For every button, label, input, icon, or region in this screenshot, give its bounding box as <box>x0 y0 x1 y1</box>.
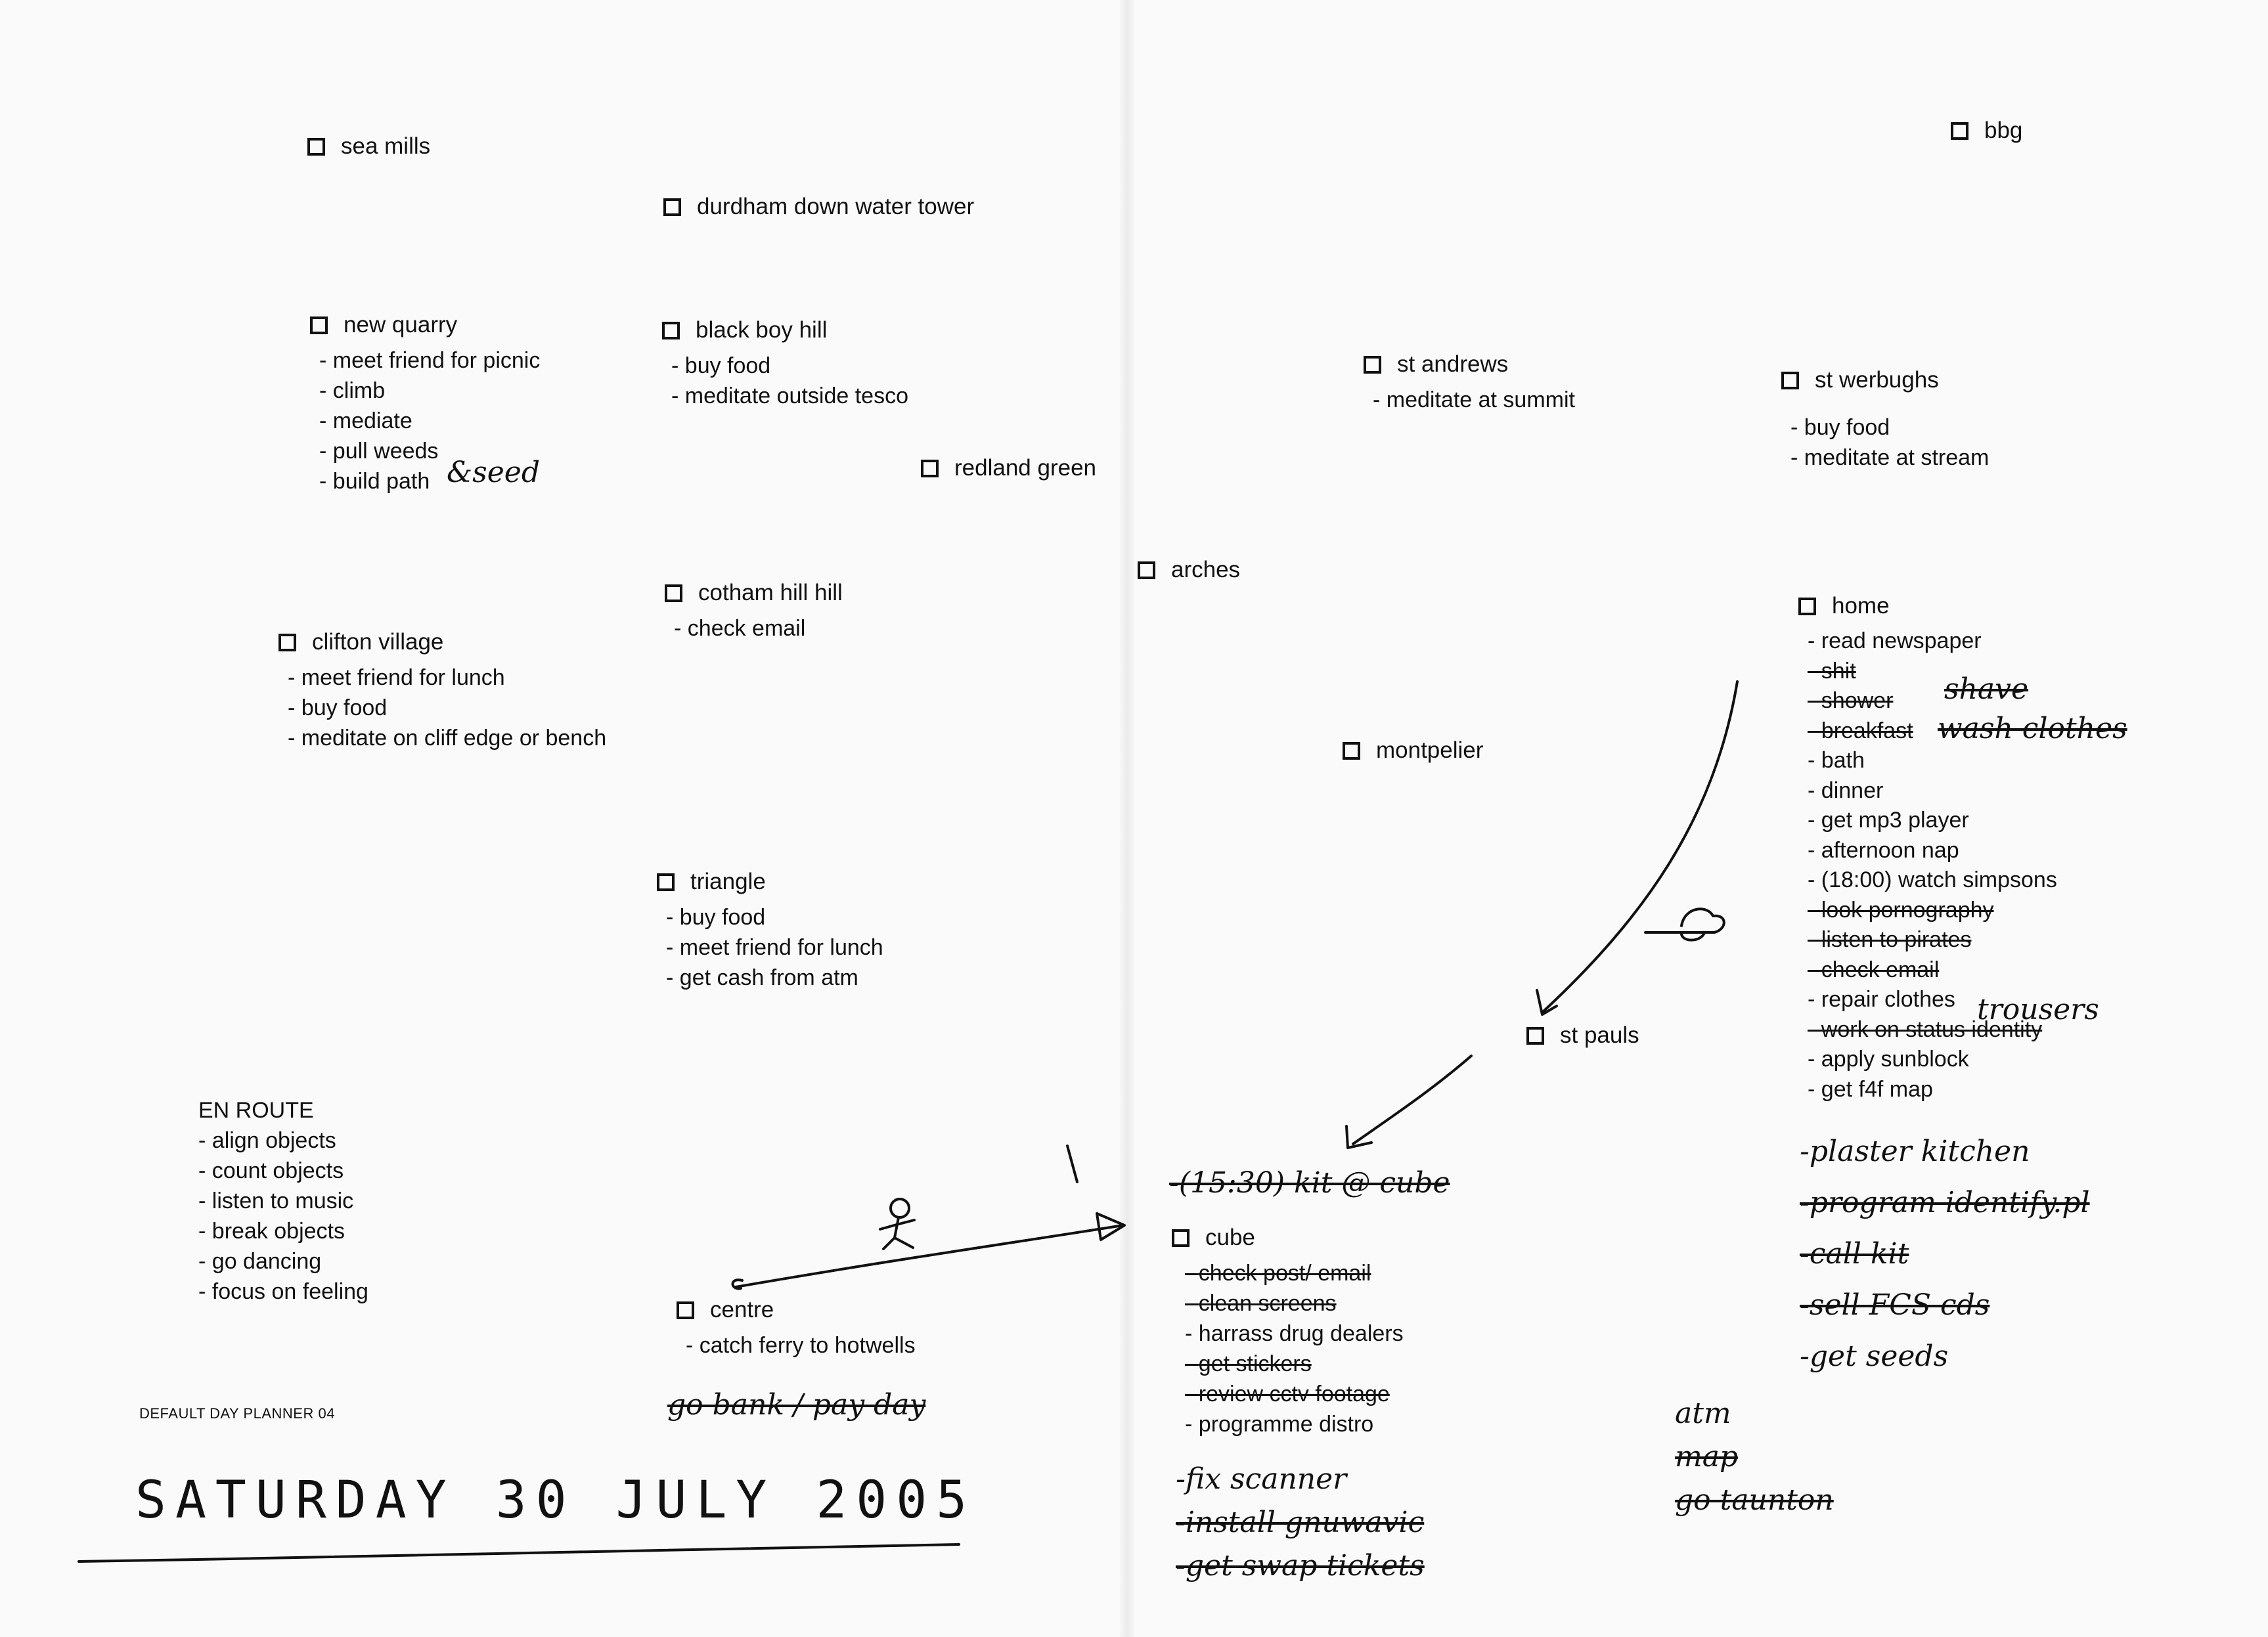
location-name: sea mills <box>341 133 431 159</box>
stick-figure-icon <box>880 1199 914 1249</box>
task-item: - get mp3 player <box>1808 806 2057 836</box>
task-item: - meet friend for lunch <box>288 663 606 693</box>
handwritten-note: -call kit <box>1800 1237 1909 1271</box>
task-item: - review cctv footage <box>1185 1379 1404 1409</box>
route-arrow-centre-cube <box>736 1225 1123 1287</box>
task-item: - go dancing <box>198 1246 368 1277</box>
task-item: - (18:00) watch simpsons <box>1808 865 2057 896</box>
handwritten-note: shave <box>1944 672 2029 706</box>
task-item: - get f4f map <box>1808 1075 2057 1105</box>
task-item: - meet friend for picnic <box>319 345 540 376</box>
task-item: - work on status identity <box>1808 1015 2057 1045</box>
task-item: - meet friend for lunch <box>666 932 883 963</box>
task-item: - programme distro <box>1185 1409 1404 1439</box>
task-item: - climb <box>319 376 540 406</box>
task-item: - listen to music <box>198 1186 368 1216</box>
en-route-title: EN ROUTE <box>198 1098 314 1123</box>
task-item: - check email <box>1808 955 2057 986</box>
location-name: black boy hill <box>696 317 828 343</box>
task-item: - repair clothes <box>1808 985 2057 1015</box>
task-item: - align objects <box>198 1125 368 1156</box>
task-item: - break objects <box>198 1216 368 1246</box>
task-item: - apply sunblock <box>1808 1045 2057 1075</box>
task-item: - meditate outside tesco <box>671 381 908 411</box>
handwritten-note: -program identify.pl <box>1800 1186 2090 1219</box>
task-item: - meditate on cliff edge or bench <box>288 723 606 753</box>
route-arrow-stpauls-cube <box>1353 1056 1471 1144</box>
task-item: - bath <box>1808 746 2057 776</box>
location-name: bbg <box>1984 118 2023 143</box>
task-item: - catch ferry to hotwells <box>686 1330 916 1361</box>
location-name: clifton village <box>312 629 444 655</box>
task-item: - get cash from atm <box>666 963 883 993</box>
location-name: redland green <box>954 455 1096 481</box>
handwritten-date: SATURDAY 30 JULY 2005 <box>135 1471 977 1530</box>
task-item: - shower <box>1808 686 2057 716</box>
location-name: triangle <box>690 869 766 894</box>
date-underline <box>79 1544 959 1561</box>
location-name: new quarry <box>344 312 458 338</box>
task-item: - focus on feeling <box>198 1277 368 1307</box>
location-name: home <box>1832 593 1890 619</box>
route-arrow-home-stpauls <box>1544 682 1737 1011</box>
task-item: - build path <box>319 466 540 496</box>
task-item: - dinner <box>1808 776 2057 806</box>
handwritten-note: -get seeds <box>1800 1340 1949 1373</box>
handwritten-note: -get swap tickets <box>1176 1549 1425 1582</box>
location-name: st werbughs <box>1815 367 1939 393</box>
location-name: centre <box>710 1297 774 1322</box>
handwritten-note: -plaster kitchen <box>1800 1135 2030 1168</box>
task-item: - check email <box>674 613 843 644</box>
task-item: - harrass drug dealers <box>1185 1319 1404 1349</box>
location-name: durdham down water tower <box>697 194 975 219</box>
arrow-head <box>1346 1126 1371 1148</box>
task-item: - buy food <box>671 351 908 381</box>
task-item: - pull weeds <box>319 436 540 466</box>
task-item: - look pornography <box>1808 896 2057 926</box>
task-item: - shit <box>1808 657 2057 687</box>
task-item: - listen to pirates <box>1808 925 2057 955</box>
handwritten-note: -install gnuwavic <box>1176 1506 1425 1539</box>
location-name: arches <box>1171 557 1241 582</box>
task-item: - read newspaper <box>1808 626 2057 657</box>
task-item: - breakfast <box>1808 716 2057 747</box>
planner-label: DEFAULT DAY PLANNER 04 <box>139 1405 335 1422</box>
location-name: cube <box>1205 1225 1255 1250</box>
location-name: montpelier <box>1376 737 1484 763</box>
handwritten-note: map <box>1675 1440 1739 1473</box>
task-item: - mediate <box>319 406 540 436</box>
task-item: - meditate at stream <box>1790 443 1989 473</box>
handwritten-note: trousers <box>1977 993 2099 1026</box>
handwritten-note: -fix scanner <box>1176 1462 1347 1496</box>
location-name: st andrews <box>1397 351 1509 377</box>
task-item: - check post/ email <box>1185 1258 1404 1288</box>
task-item: - buy food <box>666 902 883 932</box>
stroke-mark <box>1067 1146 1077 1182</box>
task-item: - meditate at summit <box>1373 385 1575 415</box>
handwritten-note: wash clothes <box>1938 712 2127 745</box>
handwritten-struck-note: go bank / pay day <box>667 1388 926 1422</box>
handwritten-note: go taunton <box>1675 1483 1834 1517</box>
handwritten-note: -sell FCS cds <box>1800 1288 1990 1322</box>
handwritten-note: -(15:30) kit @ cube <box>1169 1166 1450 1200</box>
handwritten-note: atm <box>1675 1397 1731 1430</box>
handwritten-note: &seed <box>447 456 540 489</box>
bath-doodle-icon <box>1645 909 1724 940</box>
location-name: st pauls <box>1560 1022 1639 1048</box>
task-item: - get stickers <box>1185 1349 1404 1379</box>
task-item: - buy food <box>288 693 606 723</box>
location-name: cotham hill hill <box>698 580 843 605</box>
task-item: - buy food <box>1790 412 1989 443</box>
start-loop <box>733 1280 743 1288</box>
task-item: - count objects <box>198 1156 368 1186</box>
task-item: - afternoon nap <box>1808 836 2057 866</box>
task-item: - clean screens <box>1185 1288 1404 1319</box>
